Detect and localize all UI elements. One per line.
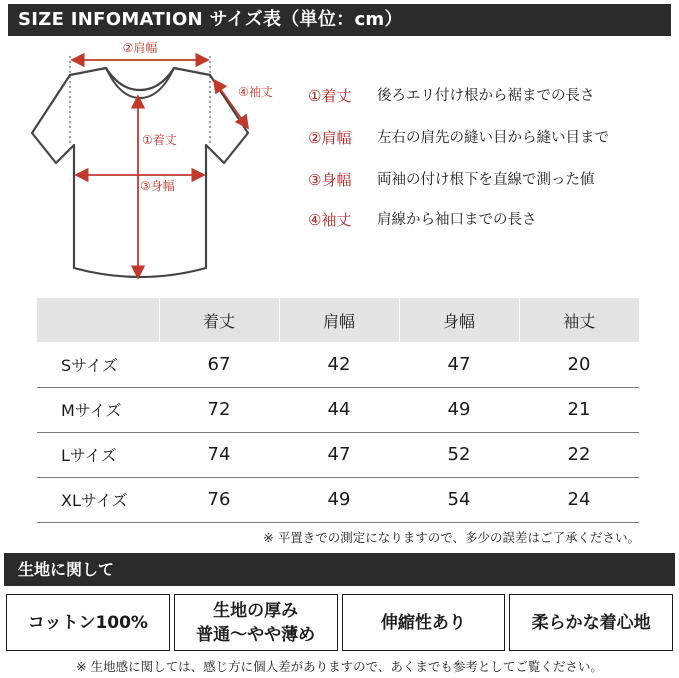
size-table-header-row [37, 298, 639, 342]
table-row [37, 387, 639, 432]
table-cell: 22 [519, 432, 639, 477]
sleeve-label: ④袖丈 [238, 85, 273, 99]
column-header [37, 298, 159, 342]
table-cell: 47 [399, 342, 519, 387]
table-row [37, 432, 639, 477]
fabric-cell-feel [509, 594, 673, 651]
table-row [37, 477, 639, 522]
fabric-attributes [6, 594, 673, 651]
table-cell: 20 [519, 342, 639, 387]
legend-item-sleeve [308, 206, 673, 234]
legend-desc: 後ろエリ付け根から裾までの長さ [377, 88, 595, 104]
column-header: 肩幅 [279, 298, 399, 342]
length-label: ①着丈 [142, 133, 177, 147]
tshirt-collar [106, 68, 174, 98]
table-cell: 42 [279, 342, 399, 387]
measurement-note: ※ 平置きでの測定になりますので、多少の誤差はご了承ください。 [263, 530, 640, 545]
table-cell: 76 [159, 477, 279, 522]
size-table [37, 298, 639, 523]
fabric-cell-text: 柔らかな着心地 [531, 612, 651, 633]
fabric-cell-text: 伸縮性あり [380, 612, 466, 633]
column-header: 着丈 [159, 298, 279, 342]
fabric-cell-thickness [174, 594, 338, 651]
table-cell: 49 [399, 387, 519, 432]
size-label: Lサイズ [37, 432, 159, 477]
legend-key: ②肩幅 [308, 129, 352, 147]
table-cell: 72 [159, 387, 279, 432]
legend-item-shoulder [308, 124, 673, 152]
table-cell: 24 [519, 477, 639, 522]
fabric-cell-stretch [342, 594, 506, 651]
table-cell: 52 [399, 432, 519, 477]
size-info-title: SIZE INFOMATION サイズ表（単位：cm） [18, 9, 403, 30]
table-cell: 21 [519, 387, 639, 432]
table-cell: 74 [159, 432, 279, 477]
fabric-section-title: 生地に関して [18, 560, 115, 579]
tshirt-illustration [10, 38, 300, 296]
legend-key: ④袖丈 [308, 211, 352, 229]
tshirt-outline [32, 68, 248, 277]
legend-item-length [308, 82, 673, 110]
table-cell: 54 [399, 477, 519, 522]
tshirt-measure-diagram [10, 38, 300, 296]
table-cell: 67 [159, 342, 279, 387]
fabric-cell-text: コットン100% [27, 612, 148, 633]
size-label: XLサイズ [37, 477, 159, 522]
fabric-cell-subtext: 普通〜やや薄め [196, 624, 316, 645]
fabric-cell-material [6, 594, 170, 651]
table-row [37, 342, 639, 387]
column-header: 袖丈 [519, 298, 639, 342]
fabric-cell-text: 生地の厚み [213, 600, 299, 621]
legend-desc: 両袖の付け根下を直線で測った値 [377, 172, 595, 188]
table-cell: 47 [279, 432, 399, 477]
size-label: Mサイズ [37, 387, 159, 432]
legend-item-chest [308, 166, 673, 194]
table-cell: 49 [279, 477, 399, 522]
shoulder-label: ②肩幅 [122, 41, 158, 55]
size-info-header [8, 4, 671, 36]
chest-label: ③身幅 [140, 179, 175, 193]
legend-key: ③身幅 [308, 171, 352, 189]
size-label: Sサイズ [37, 342, 159, 387]
table-cell: 44 [279, 387, 399, 432]
legend-key: ①着丈 [308, 87, 352, 105]
legend-desc: 左右の肩先の縫い目から縫い目まで [377, 130, 609, 146]
fabric-note: ※ 生地感に関しては、感じ方に個人差がありますので、あくまでも参考としてご覧ください。 [76, 659, 603, 674]
column-header: 身幅 [399, 298, 519, 342]
fabric-section-header [4, 553, 675, 586]
legend-desc: 肩線から袖口までの長さ [377, 212, 537, 228]
